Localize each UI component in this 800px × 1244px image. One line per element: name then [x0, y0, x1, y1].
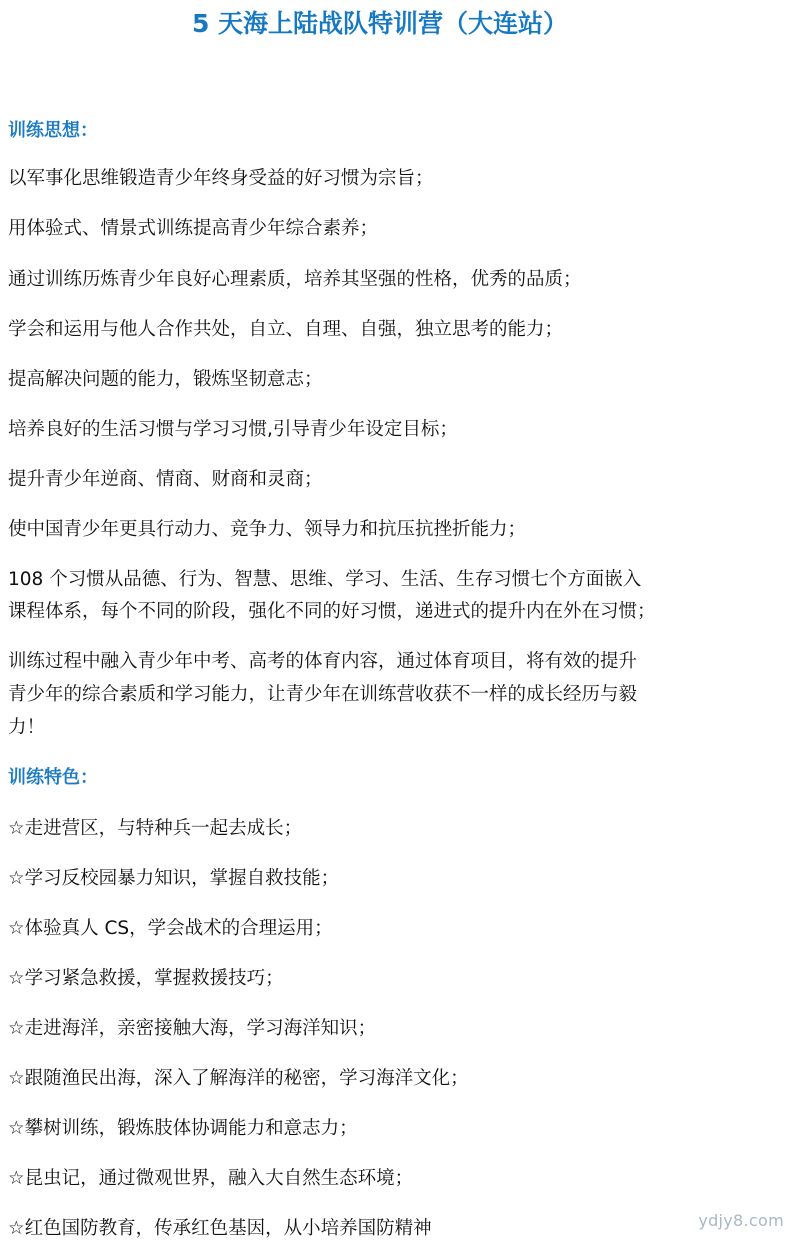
watermark: ydjy8.com	[698, 1211, 784, 1230]
feature-list-item: ☆走进海洋，亲密接触大海，学习海洋知识；	[8, 1018, 377, 1039]
paragraph-line: 提升青少年逆商、情商、财商和灵商；	[8, 469, 323, 490]
paragraph-line: 提高解决问题的能力，锻炼坚韧意志；	[8, 369, 323, 390]
feature-list-item: ☆昆虫记，通过微观世界，融入大自然生态环境；	[8, 1168, 414, 1189]
paragraph-line: 学会和运用与他人合作共处，自立、自理、自强，独立思考的能力；	[8, 319, 564, 340]
paragraph-line: 训练过程中融入青少年中考、高考的体育内容，通过体育项目，将有效的提升	[8, 651, 638, 672]
paragraph-line: 用体验式、情景式训练提高青少年综合素养；	[8, 218, 379, 239]
feature-list-item: ☆体验真人 CS，学会战术的合理运用；	[8, 918, 333, 939]
paragraph-line: 108 个习惯从品德、行为、智慧、思维、学习、生活、生存习惯七个方面嵌入	[8, 569, 642, 590]
feature-list-item: ☆学习紧急救援，掌握救援技巧；	[8, 968, 284, 989]
feature-list-item: ☆红色国防教育，传承红色基因，从小培养国防精神	[8, 1218, 432, 1239]
paragraph-line: 力！	[8, 717, 46, 738]
page-title: 5 天海上陆战队特训营（大连站）	[191, 9, 569, 38]
paragraph-line: 青少年的综合素质和学习能力，让青少年在训练营收获不一样的成长经历与毅	[8, 684, 638, 705]
feature-list-item: ☆走进营区，与特种兵一起去成长；	[8, 818, 303, 839]
feature-list-item: ☆攀树训练，锻炼肢体协调能力和意志力；	[8, 1118, 358, 1139]
feature-list-item: ☆学习反校园暴力知识，掌握自救技能；	[8, 868, 340, 889]
paragraph-line: 以军事化思维锻造青少年终身受益的好习惯为宗旨；	[8, 168, 434, 189]
paragraph-line: 课程体系，每个不同的阶段，强化不同的好习惯，递进式的提升内在外在习惯；	[8, 601, 656, 622]
paragraph-line: 通过训练历炼青少年良好心理素质，培养其坚强的性格，优秀的品质；	[8, 269, 582, 290]
feature-list-item: ☆跟随渔民出海，深入了解海洋的秘密，学习海洋文化；	[8, 1068, 469, 1089]
paragraph-line: 培养良好的生活习惯与学习习惯,引导青少年设定目标；	[8, 419, 458, 440]
section-heading-training-features: 训练特色：	[8, 767, 98, 788]
paragraph-line: 使中国青少年更具行动力、竞争力、领导力和抗压抗挫折能力；	[8, 519, 527, 540]
section-heading-training-philosophy: 训练思想：	[8, 120, 98, 141]
